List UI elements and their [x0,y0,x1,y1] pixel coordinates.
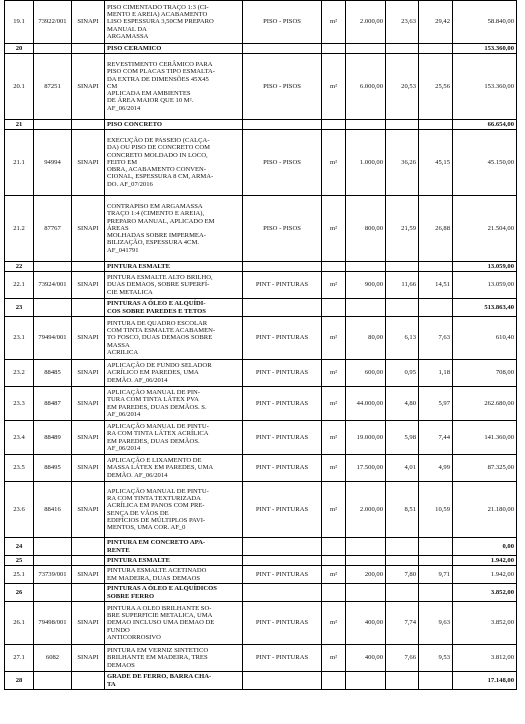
item-price-with-bdi: 14,51 [419,272,453,299]
item-category: PISO - PISOS [243,130,322,196]
item-unit: m² [322,482,346,538]
group-total: 13.059,00 [453,262,517,272]
item-category: PISO - PISOS [243,196,322,262]
table-row [5,1,517,44]
empty-cell [419,44,453,54]
item-total: 13.059,00 [453,272,517,299]
empty-cell [346,262,386,272]
item-total: 153.360,00 [453,54,517,120]
empty-cell [386,299,419,317]
item-unit: m² [322,455,346,482]
empty-cell [322,120,346,130]
empty-cell [346,584,386,602]
empty-cell [346,672,386,690]
item-unit: m² [322,602,346,645]
item-number: 22 [5,262,34,272]
empty-cell [419,556,453,566]
item-unit-price: 4,01 [386,455,419,482]
budget-table [4,0,517,690]
item-category: PINT - PINTURAS [243,566,322,584]
empty-cell [419,538,453,556]
item-description: PISO CIMENTADO TRAÇO 1:3 (CI- MENTO E AREIA) ACABAMENTO LISO ESPESSURA 3,50CM PREPARO MANUAL DA ARGAMASSA [105,1,243,44]
item-unit-price: 36,26 [386,130,419,196]
item-total: 87.325,00 [453,455,517,482]
item-price-with-bdi: 9,53 [419,645,453,672]
item-source: SINAPI [72,455,105,482]
empty-cell [346,299,386,317]
budget-rows [5,1,517,690]
item-number: 23.3 [5,387,34,421]
empty-cell [72,44,105,54]
empty-cell [72,120,105,130]
item-quantity: 2.000,00 [346,482,386,538]
item-code: 88489 [34,421,72,455]
item-number: 26 [5,584,34,602]
empty-cell [34,556,72,566]
item-total: 45.150,00 [453,130,517,196]
item-category: PINT - PINTURAS [243,317,322,360]
item-total: 1.942,00 [453,566,517,584]
table-row [5,130,517,196]
group-row [5,120,517,130]
item-unit-price: 7,80 [386,566,419,584]
item-category: PINT - PINTURAS [243,455,322,482]
empty-cell [34,44,72,54]
item-source: SINAPI [72,1,105,44]
item-source: SINAPI [72,317,105,360]
table-row [5,387,517,421]
item-unit: m² [322,566,346,584]
group-row [5,584,517,602]
item-number: 26.1 [5,602,34,645]
item-unit-price: 8,51 [386,482,419,538]
empty-cell [419,299,453,317]
empty-cell [419,672,453,690]
empty-cell [243,299,322,317]
item-number: 22.1 [5,272,34,299]
item-code: 88416 [34,482,72,538]
item-quantity: 400,00 [346,602,386,645]
item-unit: m² [322,54,346,120]
item-category: PINT - PINTURAS [243,360,322,387]
item-unit: m² [322,130,346,196]
item-code: 88485 [34,360,72,387]
empty-cell [72,538,105,556]
item-unit-price: 23,63 [386,1,419,44]
item-code: 79494/001 [34,317,72,360]
group-row [5,538,517,556]
item-category: PINT - PINTURAS [243,387,322,421]
empty-cell [386,44,419,54]
item-number: 21 [5,120,34,130]
item-unit: m² [322,645,346,672]
item-description: PINTURA A OLEO BRILHANTE SO- BRE SUPERFICIE METALICA, UMA DEMAO INCLUSO UMA DEMAO DE FUNDO ANTICORROSIVO [105,602,243,645]
empty-cell [386,584,419,602]
item-description: APLICAÇÃO MANUAL DE PINTU- RA COM TINTA TEXTURIZADA ACRÍLICA EM PANOS COM PRE- SENÇA DE VÃOS DE EDIFÍCIOS DE MÚLTIPLOS PAVI- MENTOS, UMA COR. AF_0 [105,482,243,538]
item-quantity: 6.000,00 [346,54,386,120]
item-unit-price: 20,53 [386,54,419,120]
empty-cell [243,44,322,54]
empty-cell [72,672,105,690]
item-category: PINT - PINTURAS [243,645,322,672]
item-description: PINTURA EM VERNIZ SINTETICO BRILHANTE EM MADEIRA, TRES DEMAOS [105,645,243,672]
item-number: 23.4 [5,421,34,455]
item-category: PINT - PINTURAS [243,421,322,455]
item-number: 25.1 [5,566,34,584]
empty-cell [72,556,105,566]
empty-cell [346,556,386,566]
item-source: SINAPI [72,645,105,672]
item-quantity: 44.000,00 [346,387,386,421]
item-price-with-bdi: 25,56 [419,54,453,120]
item-code: 79498/001 [34,602,72,645]
item-source: SINAPI [72,566,105,584]
group-title: PISO CERAMICO [105,44,243,54]
item-number: 27.1 [5,645,34,672]
item-price-with-bdi: 7,63 [419,317,453,360]
item-number: 23.6 [5,482,34,538]
empty-cell [419,262,453,272]
item-price-with-bdi: 26,88 [419,196,453,262]
item-total: 3.852,00 [453,602,517,645]
table-row [5,421,517,455]
item-price-with-bdi: 1,18 [419,360,453,387]
group-title: PINTURA ESMALTE [105,556,243,566]
item-price-with-bdi: 4,99 [419,455,453,482]
item-price-with-bdi: 29,42 [419,1,453,44]
table-row [5,272,517,299]
table-row [5,455,517,482]
item-total: 21.180,00 [453,482,517,538]
item-number: 24 [5,538,34,556]
item-source: SINAPI [72,360,105,387]
item-price-with-bdi: 9,71 [419,566,453,584]
empty-cell [322,44,346,54]
item-category: PINT - PINTURAS [243,272,322,299]
item-number: 20.1 [5,54,34,120]
empty-cell [243,120,322,130]
group-total: 1.942,00 [453,556,517,566]
item-unit-price: 7,66 [386,645,419,672]
table-row [5,54,517,120]
group-title: PINTURA EM CONCRETO APA- RENTE [105,538,243,556]
item-code: 88487 [34,387,72,421]
item-code: 87767 [34,196,72,262]
group-total: 3.852,00 [453,584,517,602]
empty-cell [346,538,386,556]
group-total: 153.360,00 [453,44,517,54]
item-quantity: 900,00 [346,272,386,299]
group-row [5,262,517,272]
group-title: PINTURAS A ÓLEO E ALQUÍDI- COS SOBRE PAREDES E TETOS [105,299,243,317]
group-total: 66.654,00 [453,120,517,130]
item-quantity: 200,00 [346,566,386,584]
item-source: SINAPI [72,272,105,299]
empty-cell [322,556,346,566]
item-price-with-bdi: 5,97 [419,387,453,421]
item-quantity: 19.000,00 [346,421,386,455]
item-total: 708,00 [453,360,517,387]
empty-cell [243,538,322,556]
item-total: 21.504,00 [453,196,517,262]
item-number: 23 [5,299,34,317]
budget-sheet [4,0,516,690]
empty-cell [34,584,72,602]
empty-cell [243,556,322,566]
group-title: PINTURAS A ÓLEO E ALQUÍDICOS SOBRE FERRO [105,584,243,602]
item-price-with-bdi: 7,44 [419,421,453,455]
item-unit-price: 21,59 [386,196,419,262]
item-total: 3.812,00 [453,645,517,672]
item-total: 141.360,00 [453,421,517,455]
empty-cell [346,120,386,130]
item-number: 28 [5,672,34,690]
item-number: 21.1 [5,130,34,196]
item-source: SINAPI [72,54,105,120]
empty-cell [322,672,346,690]
empty-cell [34,262,72,272]
empty-cell [72,299,105,317]
table-row [5,566,517,584]
item-code: 73739/001 [34,566,72,584]
empty-cell [34,672,72,690]
item-quantity: 600,00 [346,360,386,387]
item-unit-price: 11,66 [386,272,419,299]
table-row [5,602,517,645]
item-total: 58.840,00 [453,1,517,44]
item-code: 73924/001 [34,272,72,299]
item-number: 20 [5,44,34,54]
item-unit: m² [322,272,346,299]
item-unit-price: 6,13 [386,317,419,360]
group-row [5,299,517,317]
item-number: 25 [5,556,34,566]
empty-cell [34,538,72,556]
group-row [5,44,517,54]
item-number: 21.2 [5,196,34,262]
item-unit: m² [322,387,346,421]
item-code: 6082 [34,645,72,672]
empty-cell [243,672,322,690]
item-description: APLICAÇÃO MANUAL DE PIN- TURA COM TINTA LÁTEX PVA EM PAREDES, DUAS DEMÃOS. S. AF_06/2014 [105,387,243,421]
item-quantity: 1.000,00 [346,130,386,196]
item-description: PINTURA DE QUADRO ESCOLAR COM TINTA ESMALTE ACABAMEN- TO FOSCO, DUAS DEMAOS SOBRE MASSA ACRILICA [105,317,243,360]
item-code: 73922/001 [34,1,72,44]
item-quantity: 800,00 [346,196,386,262]
empty-cell [243,262,322,272]
group-total: 17.148,00 [453,672,517,690]
empty-cell [322,262,346,272]
item-code: 88495 [34,455,72,482]
item-source: SINAPI [72,421,105,455]
item-quantity: 2.000,00 [346,1,386,44]
table-row [5,196,517,262]
empty-cell [322,584,346,602]
item-category: PINT - PINTURAS [243,482,322,538]
group-title: PISO CONCRETO [105,120,243,130]
empty-cell [72,584,105,602]
empty-cell [243,584,322,602]
item-unit: m² [322,360,346,387]
table-row [5,645,517,672]
item-description: PINTURA ESMALTE ACETINADO EM MADEIRA, DUAS DEMAOS [105,566,243,584]
group-total: 513.863,40 [453,299,517,317]
item-price-with-bdi: 10,59 [419,482,453,538]
empty-cell [34,120,72,130]
table-row [5,360,517,387]
empty-cell [386,262,419,272]
item-quantity: 17.500,00 [346,455,386,482]
item-unit-price: 7,74 [386,602,419,645]
item-unit-price: 0,95 [386,360,419,387]
empty-cell [386,556,419,566]
item-number: 23.5 [5,455,34,482]
item-description: APLICAÇÃO DE FUNDO SELADOR ACRÍLICO EM PAREDES, UMA DEMÃO. AF_06/2014 [105,360,243,387]
item-price-with-bdi: 45,15 [419,130,453,196]
item-description: APLICAÇÃO MANUAL DE PINTU- RA COM TINTA LÁTEX ACRÍLICA EM PAREDES, DUAS DEMÃOS. AF_06/2014 [105,421,243,455]
empty-cell [34,299,72,317]
item-source: SINAPI [72,482,105,538]
item-source: SINAPI [72,130,105,196]
group-title: GRADE DE FERRO, BARRA CHA- TA [105,672,243,690]
empty-cell [72,262,105,272]
item-description: REVESTIMENTO CERÂMICO PARA PISO COM PLACAS TIPO ESMALTA- DA EXTRA DE DIMENSÕES 45X45 CM APLICADA EM AMBIENTES DE ÁREA MAIOR QUE 10 M². AF_06/2014 [105,54,243,120]
group-title: PINTURA ESMALTE [105,262,243,272]
empty-cell [322,299,346,317]
item-description: EXECUÇÃO DE PASSEIO (CALÇA- DA) OU PISO DE CONCRETO COM CONCRETO MOLDADO IN LOCO, FEITO EM OBRA, ACABAMENTO CONVEN- CIONAL, ESPESSURA 8 CM, ARMA- DO. AF_07/2016 [105,130,243,196]
group-row [5,672,517,690]
item-description: PINTURA ESMALTE ALTO BRILHO, DUAS DEMAOS, SOBRE SUPERFÍ- CIE METALICA [105,272,243,299]
item-description: APLICAÇÃO E LIXAMENTO DE MASSA LÁTEX EM PAREDES, UMA DEMÃO. AF_06/2014 [105,455,243,482]
item-unit: m² [322,196,346,262]
item-category: PISO - PISOS [243,1,322,44]
table-row [5,317,517,360]
item-unit-price: 4,80 [386,387,419,421]
empty-cell [419,120,453,130]
item-unit-price: 5,98 [386,421,419,455]
item-number: 23.1 [5,317,34,360]
item-number: 23.2 [5,360,34,387]
item-source: SINAPI [72,196,105,262]
item-quantity: 400,00 [346,645,386,672]
item-price-with-bdi: 9,63 [419,602,453,645]
group-row [5,556,517,566]
empty-cell [386,538,419,556]
item-unit: m² [322,317,346,360]
item-source: SINAPI [72,387,105,421]
item-total: 610,40 [453,317,517,360]
item-number: 19.1 [5,1,34,44]
empty-cell [322,538,346,556]
empty-cell [386,120,419,130]
empty-cell [419,584,453,602]
item-code: 87251 [34,54,72,120]
group-total: 0,00 [453,538,517,556]
item-description: CONTRAPISO EM ARGAMASSA TRAÇO 1:4 (CIMENTO E AREIA), PREPARO MANUAL, APLICADO EM ÁREAS MOLHADAS SOBRE IMPERMEA- BILIZAÇÃO, ESPESSURA 4CM. AF_041791 [105,196,243,262]
item-category: PISO - PISOS [243,54,322,120]
item-category: PINT - PINTURAS [243,602,322,645]
item-quantity: 80,00 [346,317,386,360]
empty-cell [346,44,386,54]
empty-cell [386,672,419,690]
item-unit: m² [322,1,346,44]
item-source: SINAPI [72,602,105,645]
table-row [5,482,517,538]
item-code: 94994 [34,130,72,196]
item-total: 262.680,00 [453,387,517,421]
item-unit: m² [322,421,346,455]
